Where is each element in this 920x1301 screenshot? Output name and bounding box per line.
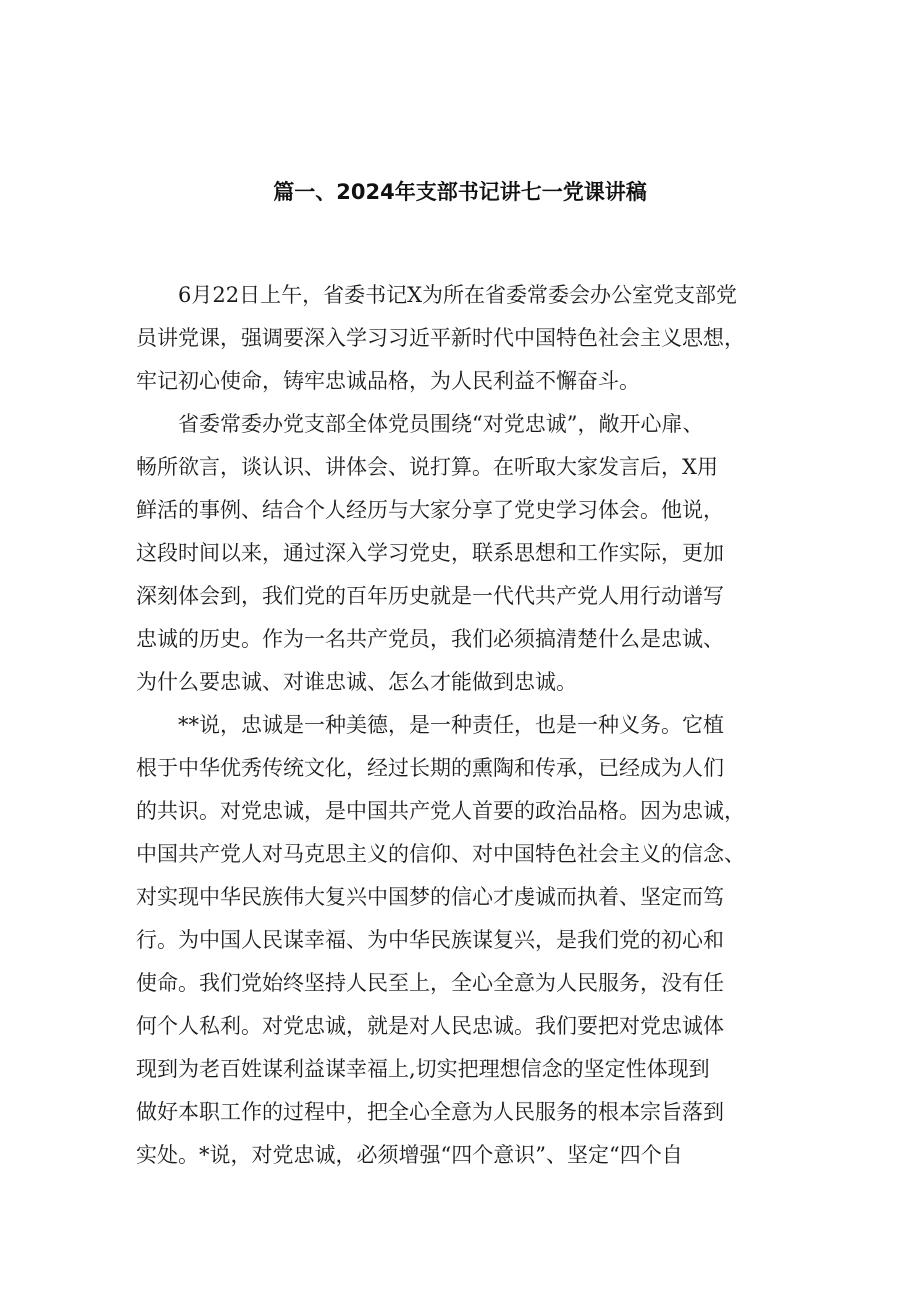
text-line: 鲜活的事例、结合个人经历与大家分享了党史学习体会。他说， xyxy=(136,498,724,522)
text-line: 6月22日上午，省委书记X为所在省委常委会办公室党支部党 xyxy=(178,283,738,307)
text-line: 行。为中国人民谋幸福、为中华民族谋复兴，是我们党的初心和 xyxy=(136,928,724,952)
paragraph-3 xyxy=(136,704,796,1177)
text-line: 何个人私利。对党忠诚，就是对人民忠诚。我们要把对党忠诚体 xyxy=(136,1014,724,1038)
text-line: 省委常委办党支部全体党员围绕“对党忠诚”，敞开心扉、 xyxy=(178,412,704,436)
text-line: 为什么要忠诚、对谁忠诚、怎么才能做到忠诚。 xyxy=(136,670,577,694)
text-line: 牢记初心使命，铸牢忠诚品格，为人民利益不懈奋斗。 xyxy=(136,369,640,393)
text-line: 员讲党课，强调要深入学习习近平新时代中国特色社会主义思想， xyxy=(136,326,745,350)
document-body xyxy=(136,274,796,1177)
paragraph-1 xyxy=(136,274,796,403)
text-line: 畅所欲言，谈认识、讲体会、说打算。在听取大家发言后，X用 xyxy=(136,455,718,479)
text-line: 做好本职工作的过程中，把全心全意为人民服务的根本宗旨落到 xyxy=(136,1100,724,1124)
text-line: 使命。我们党始终坚持人民至上，全心全意为人民服务，没有任 xyxy=(136,971,724,995)
text-line: 忠诚的历史。作为一名共产党员，我们必须搞清楚什么是忠诚、 xyxy=(136,627,724,651)
text-line: 对实现中华民族伟大复兴中国梦的信心才虔诚而执着、坚定而笃 xyxy=(136,885,724,909)
text-line: 深刻体会到，我们党的百年历史就是一代代共产党人用行动谱写 xyxy=(136,584,724,608)
text-line: 根于中华优秀传统文化，经过长期的熏陶和传承，已经成为人们 xyxy=(136,756,724,780)
document-title: 篇一、2024年支部书记讲七一党课讲稿 xyxy=(273,180,647,204)
text-line: 现到为老百姓谋利益谋幸福上,切实把理想信念的坚定性体现到 xyxy=(136,1057,710,1081)
text-line: 实处。*说，对党忠诚，必须增强“四个意识”、坚定“四个自 xyxy=(136,1143,683,1167)
text-line: 的共识。对党忠诚，是中国共产党人首要的政治品格。因为忠诚， xyxy=(136,799,745,823)
text-line: 这段时间以来，通过深入学习党史，联系思想和工作实际，更加 xyxy=(136,541,724,565)
text-line: 中国共产党人对马克思主义的信仰、对中国特色社会主义的信念、 xyxy=(136,842,745,866)
text-line: **说，忠诚是一种美德，是一种责任，也是一种义务。它植 xyxy=(178,713,724,737)
paragraph-2 xyxy=(136,403,796,704)
